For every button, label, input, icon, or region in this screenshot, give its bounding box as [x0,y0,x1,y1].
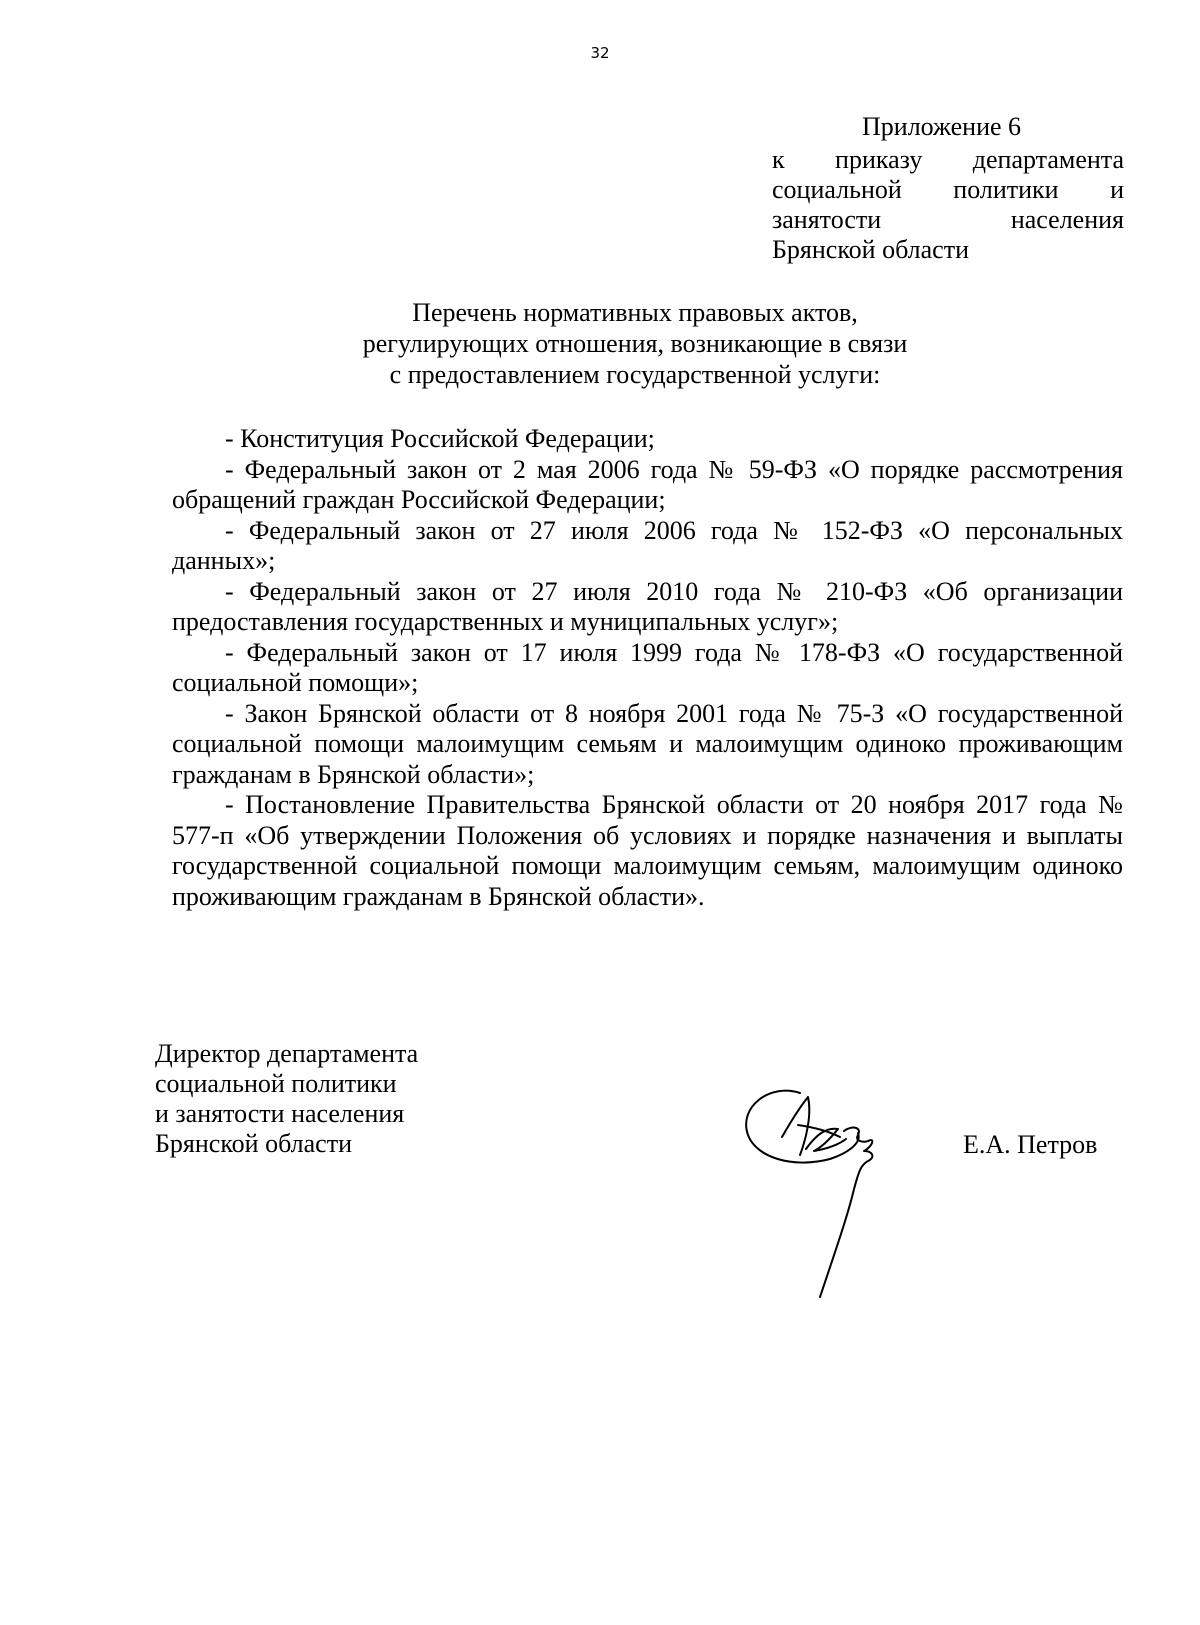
appendix-reference [772,145,1124,265]
signatory-position [155,1039,418,1159]
appendix-word: и [1110,175,1124,204]
appendix-word: к [772,145,785,174]
page-number: 32 [590,44,610,62]
appendix-line-2 [772,175,1124,205]
appendix-line-3 [772,205,1124,235]
signatory-line: социальной политики [155,1069,397,1098]
appendix-line-1 [772,145,1124,175]
document-heading [300,297,970,390]
signer-name: Е.А. Петров [963,1130,1098,1159]
signatory-line: Директор департамента [155,1039,419,1068]
heading-line: Перечень нормативных правовых актов, [412,298,858,327]
legal-acts-list [172,424,1123,912]
appendix-word: департамента [972,145,1124,174]
heading-line: с предоставлением государственной услуги: [389,360,881,389]
appendix-word: населения [1010,205,1124,234]
list-item: - Федеральный закон от 27 июля 2010 года № 210-ФЗ «Об организации предоставления государственных и муниципальных услуг»; [172,576,1123,636]
list-item: - Федеральный закон от 2 мая 2006 года № 59-ФЗ «О порядке рассмотрения обращений граждан Российской Федерации; [172,454,1123,514]
list-item: - Федеральный закон от 17 июля 1999 года № 178-ФЗ «О государственной социальной помощи»; [172,637,1123,697]
list-item: - Постановление Правительства Брянской области от 20 ноября 2017 года № 577-п «Об утверждении Положения об условиях и порядке назначения и выплаты государственной социальной помощи малоимущим семьям, малоимущим одиноко проживающим гражданам в Брянской области». [172,790,1123,911]
appendix-line-4: Брянской области [772,235,969,264]
appendix-word: политики [953,175,1059,204]
handwritten-signature [740,1085,920,1310]
list-item: - Федеральный закон от 27 июля 2006 года № 152-ФЗ «О персональных данных»; [172,515,1123,575]
appendix-word: социальной [772,175,902,204]
list-item: - Закон Брянской области от 8 ноября 2001 года № 75-З «О государственной социальной помощи малоимущим семьям и малоимущим одиноко проживающим гражданам в Брянской области»; [172,698,1123,789]
signatory-line: и занятости населения [155,1099,405,1128]
list-item: - Конституция Российской Федерации; [225,424,655,453]
appendix-word: приказу [835,145,923,174]
appendix-word: занятости [772,205,882,234]
heading-line: регулирующих отношения, возникающие в связи [362,329,908,358]
appendix-title: Приложение 6 [862,112,1022,141]
signatory-line: Брянской области [155,1129,352,1158]
